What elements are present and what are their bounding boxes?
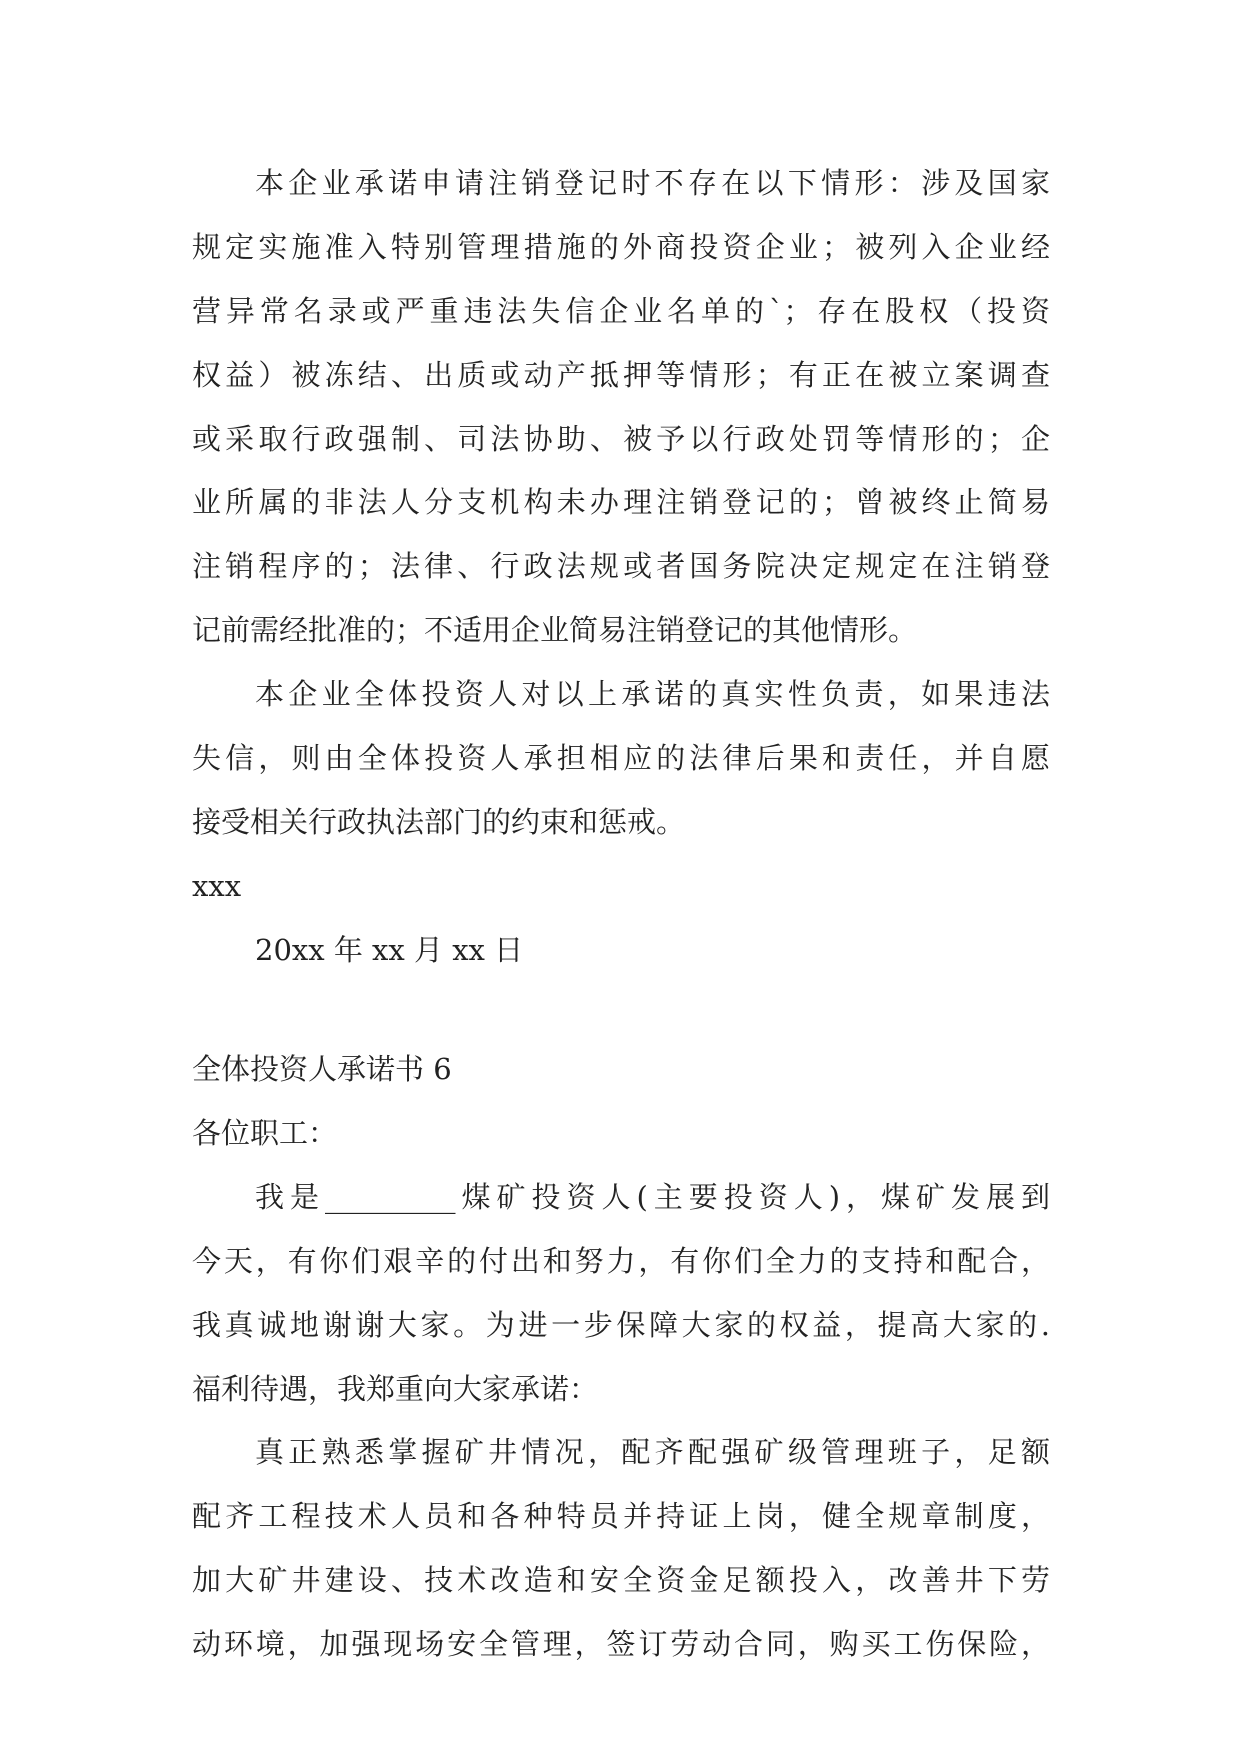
paragraph-line: 本企业全体投资人对以上承诺的真实性负责，如果违法: [255, 677, 1050, 711]
paragraph-line: 今天，有你们艰辛的付出和努力，有你们全力的支持和配合，: [192, 1244, 1050, 1278]
paragraph-line: 配齐工程技术人员和各种特员并持证上岗，健全规章制度，: [192, 1499, 1050, 1533]
paragraph-line: 失信，则由全体投资人承担相应的法律后果和责任，并自愿: [192, 741, 1050, 775]
paragraph-line: 我真诚地谢谢大家。为进一步保障大家的权益，提高大家的.: [192, 1308, 1050, 1342]
paragraph-line: 福利待遇，我郑重向大家承诺：: [192, 1372, 599, 1406]
salutation: 各位职工：: [192, 1116, 338, 1150]
paragraph-line: 接受相关行政执法部门的约束和惩戒。: [192, 805, 686, 839]
date-line: 20xx 年 xx 月 xx 日: [255, 933, 524, 967]
paragraph-line: 真正熟悉掌握矿井情况，配齐配强矿级管理班子，足额: [255, 1435, 1050, 1469]
paragraph-line: 我是_________煤矿投资人(主要投资人)，煤矿发展到: [255, 1180, 1050, 1214]
section-title: 全体投资人承诺书 6: [192, 1052, 452, 1086]
paragraph-line: 或采取行政强制、司法协助、被予以行政处罚等情形的；企: [192, 422, 1050, 456]
paragraph-line: 动环境，加强现场安全管理，签订劳动合同，购买工伤保险，: [192, 1627, 1050, 1661]
paragraph-line: 本企业承诺申请注销登记时不存在以下情形：涉及国家: [255, 166, 1050, 200]
paragraph-line: 规定实施准入特别管理措施的外商投资企业；被列入企业经: [192, 230, 1050, 264]
paragraph-line: 业所属的非法人分支机构未办理注销登记的；曾被终止简易: [192, 485, 1050, 519]
signature: xxx: [192, 869, 242, 903]
paragraph-line: 加大矿井建设、技术改造和安全资金足额投入，改善井下劳: [192, 1563, 1050, 1597]
paragraph-line: 权益）被冻结、出质或动产抵押等情形；有正在被立案调查: [192, 358, 1050, 392]
paragraph-line: 营异常名录或严重违法失信企业名单的`；存在股权（投资: [192, 294, 1050, 328]
paragraph-line: 记前需经批准的；不适用企业简易注销登记的其他情形。: [192, 613, 918, 647]
paragraph-line: 注销程序的；法律、行政法规或者国务院决定规定在注销登: [192, 549, 1050, 583]
